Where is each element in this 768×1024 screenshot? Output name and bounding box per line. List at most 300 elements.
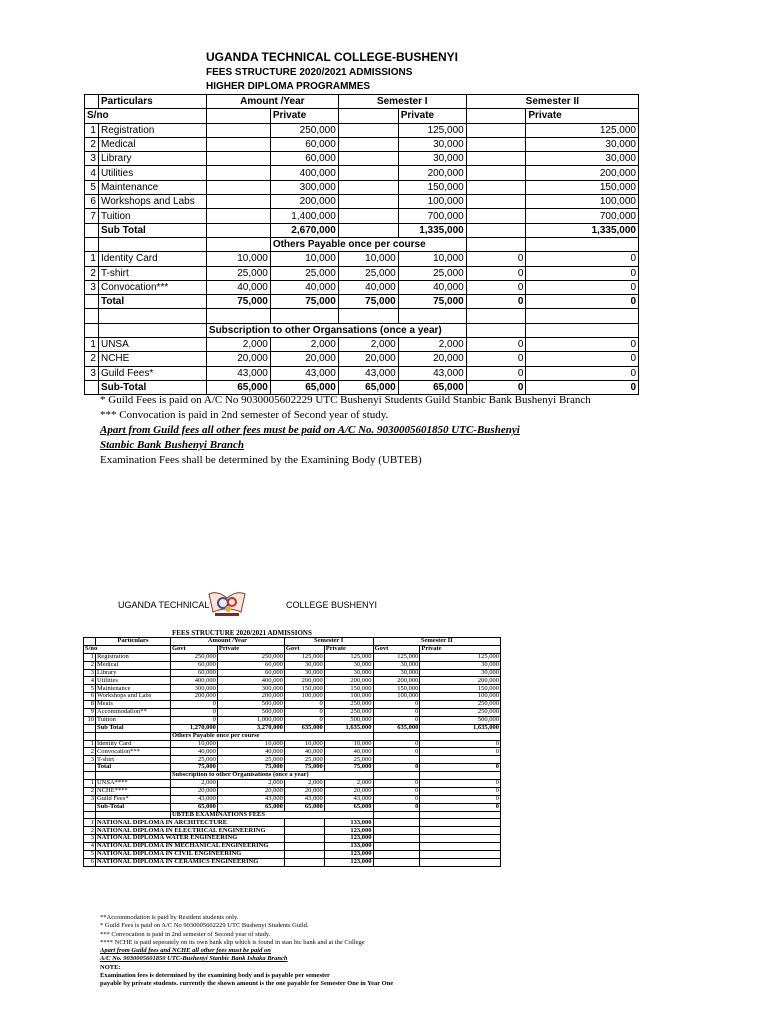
table-cell [284, 827, 324, 835]
table-cell [84, 764, 96, 772]
table-cell [206, 152, 270, 166]
table-cell: 0 [373, 740, 420, 748]
table-cell: 1,635,000 [420, 724, 501, 732]
table-cell [373, 858, 420, 866]
table-cell: 0 [373, 803, 420, 811]
table-cell: Accommodation** [95, 709, 170, 717]
table-cell: Sub-Total [95, 803, 170, 811]
table-cell: 133,000 [324, 819, 373, 827]
table-cell [338, 166, 398, 180]
table-cell: 4 [85, 166, 99, 180]
table-cell: 75,000 [270, 295, 338, 309]
table-cell [98, 309, 206, 323]
doc1-note-exam: Examination Fees shall be determined by the Examining Body (UBTEB) [100, 454, 422, 466]
table-cell: 75,000 [398, 295, 466, 309]
table-cell: 10,000 [338, 252, 398, 266]
table-cell: 1 [85, 338, 99, 352]
table-cell: 75,000 [170, 764, 217, 772]
table-cell: 300,000 [170, 685, 217, 693]
table-cell: Utilities [95, 677, 170, 685]
table-cell [526, 309, 639, 323]
table-cell [420, 843, 501, 851]
table-row [85, 352, 639, 366]
table-cell [466, 137, 526, 151]
table-cell: 10,000 [170, 740, 217, 748]
table-cell: 30,000 [420, 669, 501, 677]
table-row [84, 748, 501, 756]
table-cell [466, 109, 526, 123]
table-cell: 2 [85, 352, 99, 366]
header-row [85, 95, 639, 109]
table-cell: 150,000 [324, 685, 373, 693]
table-cell: 10,000 [206, 252, 270, 266]
table-cell: 30,000 [526, 152, 639, 166]
table-cell: 9 [84, 709, 96, 717]
table-cell: 400,000 [170, 677, 217, 685]
table-cell: 2,000 [206, 338, 270, 352]
table-cell: 0 [284, 716, 324, 724]
table-cell: 25,000 [338, 266, 398, 280]
doc2-note-convocation: *** Convocation is paid in 2nd semester of Second year of study. [100, 930, 271, 938]
table-cell: 6 [85, 195, 99, 209]
table-cell: 2 [84, 827, 96, 835]
table-cell: Identity Card [98, 252, 206, 266]
table-cell: NCHE**** [95, 787, 170, 795]
table-row [84, 795, 501, 803]
table-cell: 0 [466, 280, 526, 294]
table-cell [420, 756, 501, 764]
table-cell: 1 [84, 780, 96, 788]
table-cell [84, 803, 96, 811]
table-cell: Medical [95, 661, 170, 669]
table-cell: 0 [373, 701, 420, 709]
section-title: Subscription to other Organsations (once a year) [206, 323, 466, 337]
table-cell: 10,000 [324, 740, 373, 748]
table-cell: 60,000 [270, 152, 338, 166]
doc1-notes [100, 393, 591, 468]
table-cell: 0 [526, 366, 639, 380]
table-cell: 43,000 [170, 795, 217, 803]
table-cell: 2 [84, 748, 96, 756]
table-row [85, 123, 639, 137]
table-cell: 100,000 [284, 693, 324, 701]
table-cell: 250,000 [324, 709, 373, 717]
table-cell: 3 [85, 152, 99, 166]
table-cell: 0 [526, 352, 639, 366]
table-cell: 65,000 [270, 380, 338, 394]
table-cell: NATIONAL DIPLOMA IN ELECTRICAL ENGINEERING [95, 827, 284, 835]
column-header: Private [398, 109, 466, 123]
table-cell: 43,000 [206, 366, 270, 380]
table-cell [373, 756, 420, 764]
table-cell [206, 237, 270, 251]
table-cell: 65,000 [206, 380, 270, 394]
table-cell: 0 [420, 795, 501, 803]
table-cell: 300,000 [270, 180, 338, 194]
doc2-note-accommodation: **Accommodation is paid by Resident students only. [100, 914, 239, 921]
column-header: Particulars [98, 95, 206, 109]
table-cell: 1 [85, 252, 99, 266]
table-cell: 25,000 [398, 266, 466, 280]
table-cell: 30,000 [284, 669, 324, 677]
table-cell: 2,000 [398, 338, 466, 352]
table-cell: 20,000 [398, 352, 466, 366]
doc2-note-account: A/C No. 9030005601850 UTC-Bushenyi Stanbic Bank Ishaka Branch [100, 955, 288, 963]
college-logo-icon [207, 590, 247, 618]
table-cell [466, 123, 526, 137]
doc1-note-convocation: *** Convocation is paid in 2nd semester of Second year of study. [100, 409, 389, 421]
table-cell [98, 237, 206, 251]
table-cell: 200,000 [526, 166, 639, 180]
table-cell: T-shirt [98, 266, 206, 280]
table-cell: 0 [466, 338, 526, 352]
table-cell: 0 [373, 764, 420, 772]
column-header: Amount /Year [170, 638, 284, 646]
table-row [84, 724, 501, 732]
table-cell [398, 309, 466, 323]
table-cell: 3 [85, 280, 99, 294]
table-cell [85, 380, 99, 394]
table-row [85, 195, 639, 209]
section-title-row [84, 811, 501, 819]
table-cell: NATIONAL DIPLOMA WATER ENGINEERING [95, 835, 284, 843]
column-header: Private [526, 109, 639, 123]
table-cell: 1,335,000 [398, 223, 466, 237]
table-cell [206, 180, 270, 194]
table-cell: Convocation*** [98, 280, 206, 294]
table-cell [284, 858, 324, 866]
doc2-subtitle: FEES STRUCTURE 2020/2021 ADMISSIONS [172, 629, 312, 637]
table-cell: 43,000 [284, 795, 324, 803]
table-cell [420, 827, 501, 835]
table-cell: 4 [84, 843, 96, 851]
table-cell: 10,000 [398, 252, 466, 266]
table-cell: 43,000 [324, 795, 373, 803]
table-cell: Medical [98, 137, 206, 151]
table-cell [85, 309, 99, 323]
table-cell [420, 858, 501, 866]
table-row [84, 780, 501, 788]
table-cell [466, 195, 526, 209]
doc1-subtitle: FEES STRUCTURE 2020/2021 ADMISSIONS [206, 67, 413, 78]
table-cell: 0 [466, 366, 526, 380]
table-cell: 100,000 [420, 693, 501, 701]
table-cell: 133,000 [324, 843, 373, 851]
table-cell [420, 732, 501, 740]
table-cell: 200,000 [324, 677, 373, 685]
table-cell: 20,000 [324, 787, 373, 795]
table-cell: 2 [85, 266, 99, 280]
table-cell: Total [95, 764, 170, 772]
doc1-fees-table [84, 94, 639, 395]
table-cell: 200,000 [398, 166, 466, 180]
table-cell: 30,000 [526, 137, 639, 151]
table-cell: 40,000 [217, 748, 284, 756]
table-cell [420, 819, 501, 827]
table-cell: 0 [373, 780, 420, 788]
table-cell: 100,000 [526, 195, 639, 209]
table-cell [95, 811, 170, 819]
table-cell: 200,000 [373, 677, 420, 685]
table-row [85, 252, 639, 266]
column-header: Private [217, 645, 284, 653]
table-cell [373, 772, 420, 780]
column-header: S/no [84, 645, 171, 653]
table-row [85, 180, 639, 194]
table-row [85, 280, 639, 294]
table-cell [338, 209, 398, 223]
table-cell: Registration [98, 123, 206, 137]
table-cell: 635,000 [284, 724, 324, 732]
table-cell [338, 152, 398, 166]
table-cell [466, 152, 526, 166]
table-cell: 250,000 [420, 709, 501, 717]
table-cell: 3,270,000 [217, 724, 284, 732]
doc1-note-bank: Stanbic Bank Bushenyi Branch [100, 439, 244, 451]
table-cell: 75,000 [324, 764, 373, 772]
table-cell: 0 [373, 787, 420, 795]
table-cell: 0 [420, 787, 501, 795]
table-cell [85, 237, 99, 251]
table-cell: 125,000 [284, 653, 324, 661]
header-row [84, 645, 501, 653]
table-cell: 10,000 [217, 740, 284, 748]
table-cell: 0 [373, 748, 420, 756]
table-cell: 0 [170, 701, 217, 709]
table-cell: 150,000 [420, 685, 501, 693]
table-row [85, 137, 639, 151]
table-cell [420, 772, 501, 780]
table-cell: Registration [95, 653, 170, 661]
table-cell: 25,000 [324, 756, 373, 764]
section-title-row [84, 732, 501, 740]
table-cell: 100,000 [398, 195, 466, 209]
table-cell: 125,000 [324, 653, 373, 661]
table-cell: 0 [373, 795, 420, 803]
table-cell: 635,000 [373, 724, 420, 732]
doc2-header-left: UGANDA TECHNICAL [118, 600, 210, 610]
table-cell: Sub Total [95, 724, 170, 732]
table-cell: 0 [420, 764, 501, 772]
table-cell [206, 309, 270, 323]
table-cell: 0 [420, 780, 501, 788]
table-cell: 60,000 [217, 669, 284, 677]
table-cell [466, 209, 526, 223]
header-row [85, 109, 639, 123]
doc2-note-nche: **** NCHE is paid seperately on its own bank slip which is found in stan bic bank and at the College [100, 938, 365, 946]
table-cell: 0 [420, 803, 501, 811]
table-row [84, 669, 501, 677]
table-cell: NCHE [98, 352, 206, 366]
table-cell: Sub-Total [98, 380, 206, 394]
table-row [84, 653, 501, 661]
table-cell: 10 [84, 716, 96, 724]
table-row [84, 677, 501, 685]
table-cell [466, 237, 526, 251]
table-cell: 123,000 [324, 858, 373, 866]
table-cell [284, 851, 324, 859]
table-cell: 2,000 [284, 780, 324, 788]
table-cell: 43,000 [338, 366, 398, 380]
table-cell: UNSA [98, 338, 206, 352]
table-cell [206, 166, 270, 180]
table-cell: 500,000 [217, 701, 284, 709]
table-cell: 500,000 [324, 716, 373, 724]
table-cell: 30,000 [398, 137, 466, 151]
table-cell: 65,000 [217, 803, 284, 811]
table-cell: 250,000 [420, 701, 501, 709]
table-cell: 30,000 [284, 661, 324, 669]
table-cell [373, 843, 420, 851]
column-header: Govt [373, 645, 420, 653]
table-cell: 0 [284, 709, 324, 717]
table-cell: 300,000 [217, 685, 284, 693]
table-cell [270, 309, 338, 323]
table-cell: Tuition [98, 209, 206, 223]
table-cell [373, 732, 420, 740]
table-cell: 60,000 [170, 669, 217, 677]
column-header: Private [420, 645, 501, 653]
table-cell: 4 [84, 677, 96, 685]
table-cell: 65,000 [284, 803, 324, 811]
table-cell: 250,000 [170, 653, 217, 661]
table-cell [338, 137, 398, 151]
table-cell: Library [98, 152, 206, 166]
table-cell: Guild Fees* [95, 795, 170, 803]
table-cell: 1 [85, 123, 99, 137]
table-cell: 0 [373, 709, 420, 717]
table-cell [284, 819, 324, 827]
table-cell [466, 166, 526, 180]
table-cell [373, 851, 420, 859]
table-cell: 3 [85, 366, 99, 380]
table-cell: 0 [466, 266, 526, 280]
column-header: Amount /Year [206, 95, 338, 109]
table-row [85, 295, 639, 309]
table-cell: 30,000 [324, 661, 373, 669]
table-cell: Tuition [95, 716, 170, 724]
table-cell: 125,000 [526, 123, 639, 137]
table-cell: 200,000 [284, 677, 324, 685]
table-cell: 1 [84, 653, 96, 661]
table-cell: Identity Card [95, 740, 170, 748]
doc2-header-right: COLLEGE BUSHENYI [286, 600, 378, 610]
table-cell: 100,000 [373, 693, 420, 701]
table-cell [373, 819, 420, 827]
table-cell: 30,000 [398, 152, 466, 166]
table-cell: 60,000 [270, 137, 338, 151]
table-cell: 2 [84, 661, 96, 669]
table-cell: 10,000 [270, 252, 338, 266]
table-cell: 25,000 [284, 756, 324, 764]
table-cell: Maintenance [98, 180, 206, 194]
table-cell: 20,000 [217, 787, 284, 795]
table-row [85, 152, 639, 166]
table-cell: Meals [95, 701, 170, 709]
table-cell: Convocation*** [95, 748, 170, 756]
table-cell: 2,000 [170, 780, 217, 788]
table-cell: 0 [284, 701, 324, 709]
doc1-title: UGANDA TECHNICAL COLLEGE-BUSHENYI [206, 50, 459, 64]
column-header: Semester I [284, 638, 373, 646]
table-cell: Guild Fees* [98, 366, 206, 380]
column-header: Govt [284, 645, 324, 653]
exam-row [84, 858, 501, 866]
section-title-row [85, 237, 639, 251]
table-cell: 30,000 [420, 661, 501, 669]
column-header: Semester I [338, 95, 466, 109]
table-cell: 1,270,000 [170, 724, 217, 732]
table-cell [338, 123, 398, 137]
table-cell: 500,000 [217, 709, 284, 717]
table-cell [466, 309, 526, 323]
table-cell [85, 223, 99, 237]
table-row [84, 709, 501, 717]
table-cell: 75,000 [217, 764, 284, 772]
doc2-note-label: NOTE: [100, 963, 121, 971]
table-cell: 30,000 [324, 669, 373, 677]
table-cell: 150,000 [284, 685, 324, 693]
table-cell: 7 [85, 209, 99, 223]
table-cell: 200,000 [270, 195, 338, 209]
doc2-note-exam: Examination fees is determined by the examining body and is payable per semester [100, 972, 330, 980]
table-cell [420, 811, 501, 819]
table-cell: 700,000 [526, 209, 639, 223]
table-cell: 65,000 [338, 380, 398, 394]
table-cell: 30,000 [373, 661, 420, 669]
table-cell [206, 109, 270, 123]
table-cell: 0 [526, 338, 639, 352]
table-cell: 0 [526, 252, 639, 266]
table-cell: 40,000 [284, 748, 324, 756]
table-cell: 0 [466, 295, 526, 309]
table-cell: 25,000 [270, 266, 338, 280]
table-row [84, 803, 501, 811]
table-cell: 25,000 [170, 756, 217, 764]
table-cell: 0 [526, 380, 639, 394]
table-cell [338, 309, 398, 323]
table-cell: 125,000 [398, 123, 466, 137]
table-cell: 60,000 [170, 661, 217, 669]
table-cell: 200,000 [217, 693, 284, 701]
table-cell: 10,000 [284, 740, 324, 748]
table-cell: Workshops and Labs [98, 195, 206, 209]
table-cell: 1,000,000 [217, 716, 284, 724]
table-cell: 40,000 [170, 748, 217, 756]
table-cell: 400,000 [270, 166, 338, 180]
section-title: Subscription to other Organisations (once a year) [170, 772, 373, 780]
table-cell: Workshops and Labs [95, 693, 170, 701]
table-cell [206, 195, 270, 209]
table-cell: 25,000 [206, 266, 270, 280]
table-cell: 200,000 [420, 677, 501, 685]
table-cell: 3 [84, 756, 96, 764]
table-cell: 123,000 [324, 835, 373, 843]
column-header: Private [324, 645, 373, 653]
spacer-row [85, 309, 639, 323]
table-cell [466, 323, 526, 337]
table-cell [338, 109, 398, 123]
table-cell: 700,000 [398, 209, 466, 223]
table-cell: Maintenance [95, 685, 170, 693]
table-cell [206, 209, 270, 223]
doc2-note-exam-payable: payable by private students. currently the shown amount is the one payable for Semester One in Year One [100, 980, 394, 988]
table-cell: 75,000 [284, 764, 324, 772]
table-cell: 75,000 [338, 295, 398, 309]
table-cell [206, 137, 270, 151]
table-cell: 125,000 [373, 653, 420, 661]
doc1-note-guild: * Guild Fees is paid on A/C No 9030005602229 UTC Bushenyi Students Guild Stanbic Bank Bushenyi Branch [100, 394, 591, 406]
